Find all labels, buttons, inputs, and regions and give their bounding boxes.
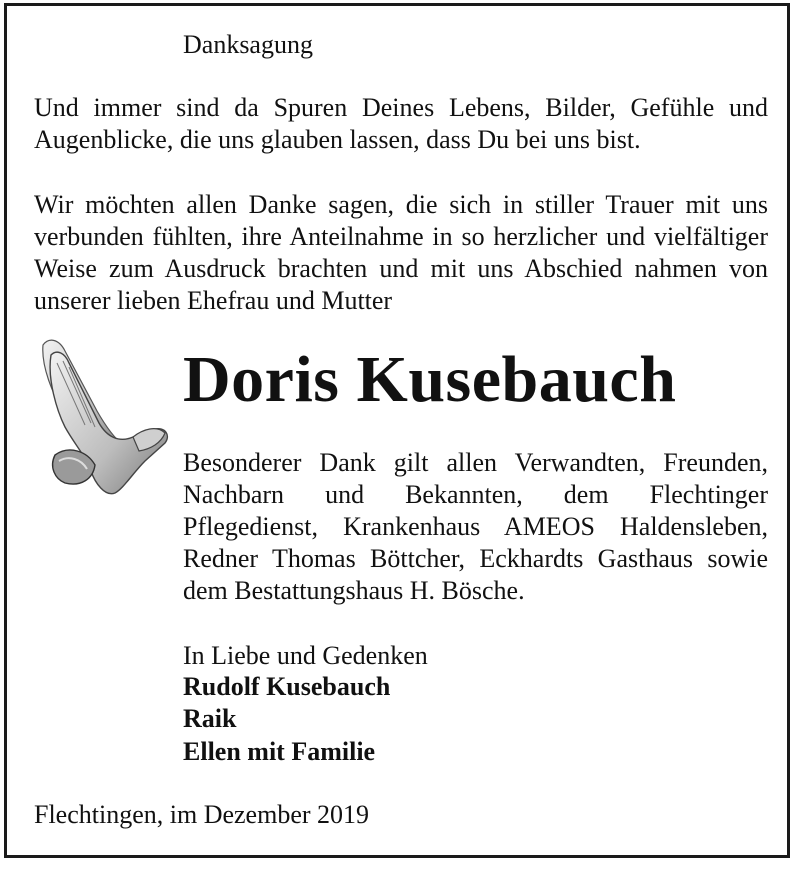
closing-phrase: In Liebe und Gedenken [183, 641, 428, 670]
thanks-paragraph: Wir möchten allen Danke sagen, die sich in stiller Trauer mit uns verbunden fühlten, ihre Anteilnahme in so herzlicher und vielfältiger Weise zum Ausdruck brachten und mit uns Abschied nahmen von unserer lieben Ehefrau und Mutter [34, 190, 768, 315]
signer-name: Ellen mit Familie [183, 737, 376, 766]
place-date: Flechtingen, im Dezember 2019 [34, 800, 370, 829]
praying-hands-icon [35, 333, 175, 498]
deceased-name: Doris Kusebauch [183, 343, 677, 416]
special-thanks-paragraph: Besonderer Dank gilt allen Verwandten, Freunden, Nachbarn und Bekannten, dem Flechtinger Pflegedienst, Krankenhaus AMEOS Haldensleben, Redner Thomas Böttcher, Eckhardts Gasthaus sowie dem Bestattungshaus H. Bösche. [183, 448, 768, 605]
signer-name: Raik [183, 704, 237, 733]
signer-name: Rudolf Kusebauch [183, 672, 391, 701]
intro-paragraph: Und immer sind da Spuren Deines Lebens, Bilder, Gefühle und Augenblicke, die uns glauben lassen, dass Du bei uns bist. [34, 93, 768, 154]
notice-heading: Danksagung [183, 30, 313, 59]
